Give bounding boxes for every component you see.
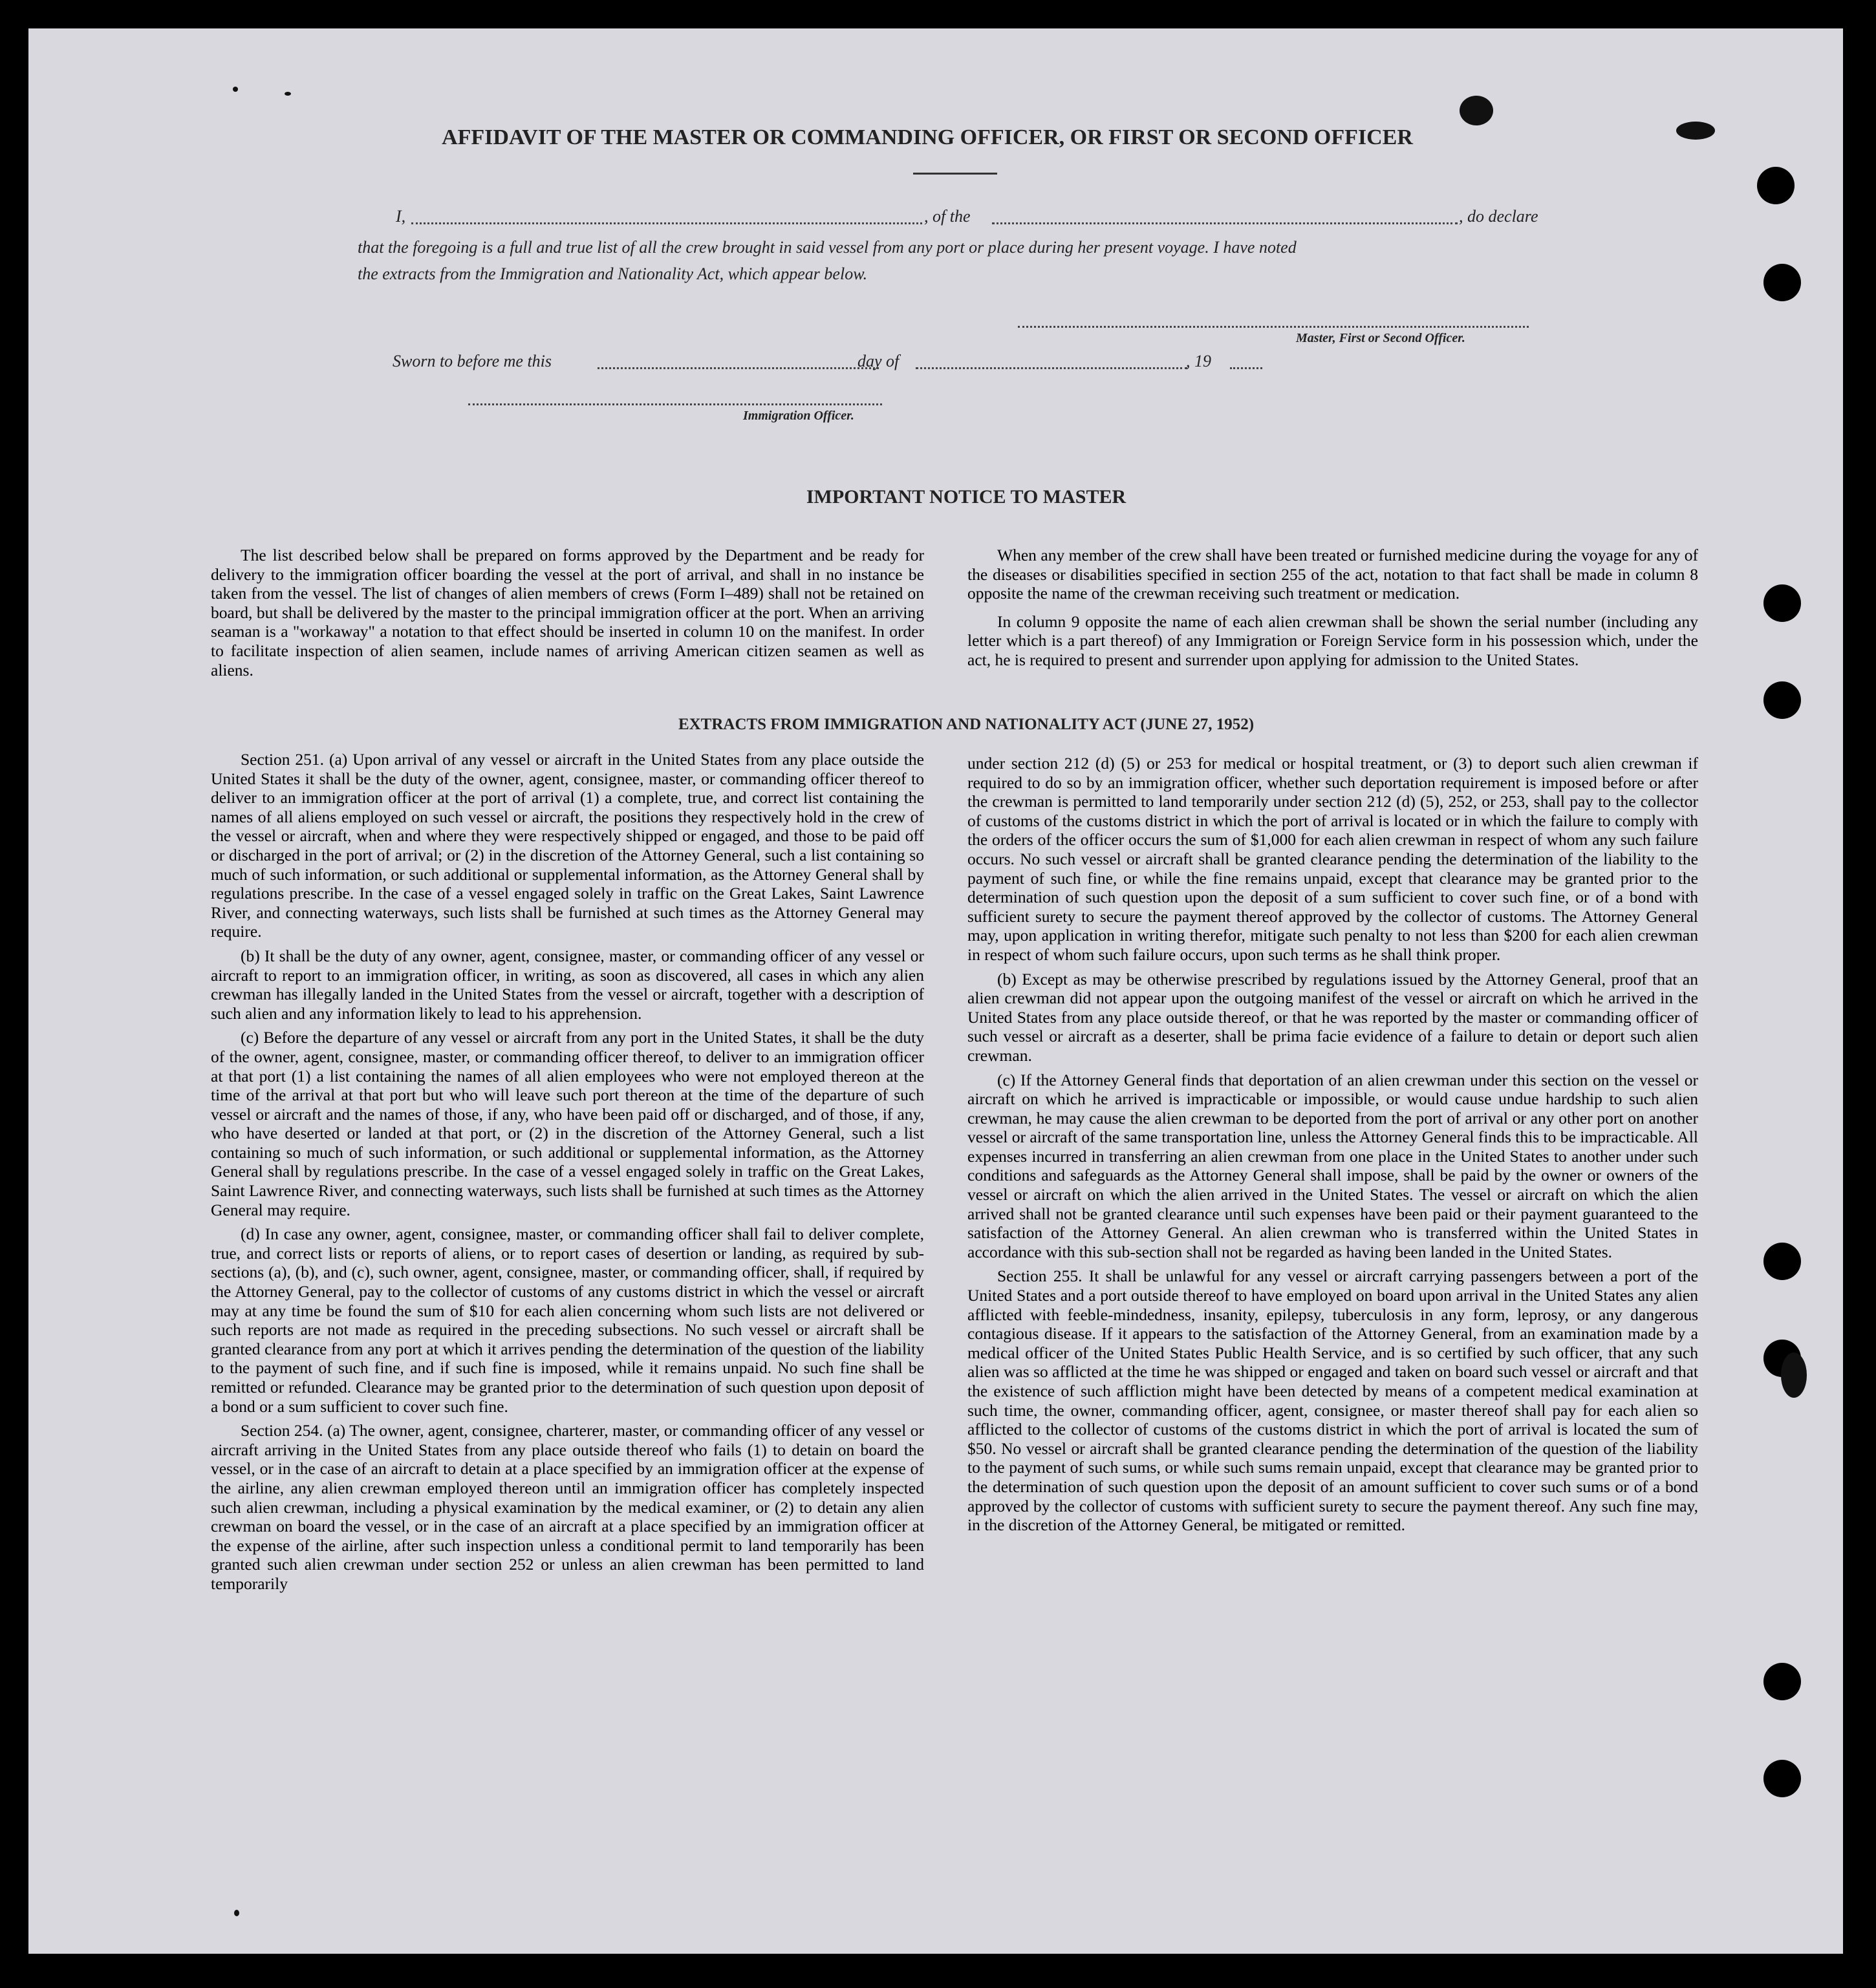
ink-blot [1460, 96, 1493, 125]
speck [234, 1910, 239, 1916]
punch-hole [1763, 1760, 1801, 1797]
extracts-left-column [211, 750, 924, 1778]
declaration-line-1: that the foregoing is a full and true list of all the crew brought in said vessel from any port or place during her present voyage. I have noted [358, 238, 1297, 257]
i-label: I, [396, 207, 406, 226]
notice-paragraph: The list described below shall be prepared on forms approved by the Department and be ready for delivery to the immigration officer boarding the vessel at the port of arrival, and shall in no instance be taken from the vessel. The list of changes of alien members of crews (Form I–489) shall not be retained on board, but shall be delivered by the master to the principal immigration officer at the port. When an arriving seaman is a "workaway" a notation to that effect should be inserted in column 10 on the manifest. In order to facilitate inspection of alien seamen, include names of arriving American citizen seamen as well as aliens. [211, 546, 924, 679]
title-divider [913, 173, 997, 175]
extract-paragraph: (c) If the Attorney General finds that deportation of an alien crewman under this section on the vessel or aircraft on which he arrived is impracticable or impossible, or would cause undue hardship to such alien crewman, he may cause the alien crewman to be deported from the port of arrival or any other port on another vessel or aircraft of the same transportation line, unless the Attorney General finds this to be impracticable. All expenses incurred in transferring an alien crewman from one place in the United States to another under such conditions and safeguards as the Attorney General shall impose, shall be paid by the owner or owners of the vessel or aircraft on which the alien arrived in the United States. The vessel or aircraft on which the alien arrived shall not be granted clearance until such expenses have been paid or their payment guaranteed to the satisfaction of the Attorney General. An alien crewman who is transferred within the United States in accordance with this sub-section shall not be regarded as having been landed in the United States. [967, 1070, 1698, 1261]
extract-paragraph: under section 212 (d) (5) or 253 for medical or hospital treatment, or (3) to deport such alien crewman if required to do so by an immigration officer, whether such deportation requirement is imposed before or after the crewman is permitted to land temporarily under section 212 (d) (5), 252, or 253, shall pay to the collector of customs of the customs district in which the port of arrival is located or in which the failure to comply with the orders of the officer occurs the sum of $1,000 for each alien crewman in respect of whom any such failure occurs. No such vessel or aircraft shall be granted clearance pending the determination of the liability to the payment of such fine, or while the fine remains unpaid, except that clearance may be granted prior to the determination of such question upon the deposit of a sum sufficient to cover such fine, or of a bond with sufficient surety to secure the payment thereof approved by the collector of customs. The Attorney General may, upon application in writing therefor, mitigate such penalty to not less than $200 for each alien crewman in respect of whom such failure occurs, upon such terms as he shall think proper. [967, 754, 1698, 964]
extract-paragraph: (c) Before the departure of any vessel or aircraft from any port in the United States, it shall be the duty of the owner, agent, consignee, master, or commanding officer thereof, to deliver to an immigration officer at that port (1) a list containing the names of all alien employees who were not employed thereon at the time of the arrival at that port but who will leave such port thereon at the time of the departure of such vessel or aircraft and the names of those, if any, who have been paid off or discharged, and of those, if any, who have deserted or landed at that port, or (2) in the discretion of the Attorney General, such a list containing so much of such information, or such additional or supplemental information, as the Attorney General shall by regulations prescribe. In the case of a vessel engaged solely in traffic on the Great Lakes, Saint Lawrence River, and connecting waterways, such lists shall be furnished at such times as the Attorney General may require. [211, 1028, 924, 1219]
extract-paragraph: Section 254. (a) The owner, agent, consignee, charterer, master, or commanding officer of any vessel or aircraft arriving in the United States from any place outside thereof who fails (1) to detain on board the vessel, or in the case of an aircraft to detain at a place specified by an immigration officer at the expense of the airline, any alien crewman employed thereon until an immigration officer has completely inspected such alien crewman, including a physical examination by the medical examiner, or (2) to detain any alien crewman on board the vessel, or in the case of an aircraft at a place specified by an immigration officer at the expense of the airline, after such inspection unless a conditional permit to land temporarily has been granted such alien crewman under section 252 or unless an alien crewman has been permitted to land temporarily [211, 1421, 924, 1593]
sworn-label: Sworn to before me this [393, 352, 552, 370]
punch-hole [1763, 1663, 1801, 1700]
extract-paragraph: Section 255. It shall be unlawful for any vessel or aircraft carrying passengers between a port of the United States and a port outside thereof to have employed on board upon arrival in the United States any alien afflicted with feeble-mindedness, insanity, epilepsy, tuberculosis in any form, leprosy, or any dangerous contagious disease. If it appears to the satisfaction of the Attorney General, from an examination made by a medical officer of the United States Public Health Service, and is so certified by such officer, that any such alien was so afflicted at the time he was shipped or engaged and taken on board such vessel or aircraft and that the existence of such affliction might have been detected by means of a competent medical examination at such time, the owner, commanding officer, agent, consignee, or master thereof shall pay for each alien so afflicted to the collector of customs of the customs district in which the port of arrival is located the sum of $50. No vessel or aircraft shall be granted clearance pending the determination of the question of the liability to the payment of such sums, or while such sums remain unpaid, except that clearance may be granted prior to the determination of such question upon the deposit of an amount sufficient to cover such sums or of a bond approved by the collector of customs with sufficient surety to secure the payment thereof. Any such fine may, in the discretion of the Attorney General, be mitigated or remitted. [967, 1267, 1698, 1535]
ink-blot [1781, 1352, 1807, 1398]
speck [285, 92, 291, 96]
name-field[interactable] [411, 222, 922, 224]
punch-hole [1763, 681, 1801, 719]
document-page [28, 28, 1843, 1954]
notice-right-column [967, 546, 1698, 733]
punch-hole [1763, 264, 1801, 301]
punch-hole [1763, 1243, 1801, 1280]
year-field[interactable] [1230, 367, 1262, 369]
vessel-field[interactable] [992, 222, 1458, 224]
month-field[interactable] [916, 367, 1187, 369]
extracts-title: EXTRACTS FROM IMMIGRATION AND NATIONALITY ACT (JUNE 27, 1952) [678, 716, 1255, 733]
extract-paragraph: Section 251. (a) Upon arrival of any vessel or aircraft in the United States from any place outside the United States it shall be the duty of the owner, agent, consignee, master, or commanding officer thereof to deliver to an immigration officer at the port of arrival (1) a complete, true, and correct list containing the names of all aliens employed on such vessel or aircraft, the positions they respectively hold in the crew of the vessel or aircraft, when and where they were respectively shipped or engaged, and those to be paid off or discharged in the port of arrival; or (2) in the discretion of the Attorney General, such a list containing so much of such information, or such additional or supplemental information, as the Attorney General shall by regulations prescribe. In the case of a vessel engaged solely in traffic on the Great Lakes, Saint Lawrence River, and connecting waterways, such lists shall be furnished at such times as the Attorney General may require. [211, 750, 924, 941]
declaration-line-2: the extracts from the Immigration and Nationality Act, which appear below. [358, 264, 868, 283]
ink-blot [1676, 122, 1715, 140]
notice-paragraph: In column 9 opposite the name of each alien crewman shall be shown the serial number (including any letter which is a part thereof) of any Immigration or Foreign Service form in his possession which, under the act, he is required to present and surrender upon applying for admission to the United States. [967, 612, 1698, 669]
master-caption: Master, First or Second Officer. [1296, 331, 1465, 345]
of-the-label: , of the [924, 207, 971, 226]
notice-left-column [211, 546, 924, 727]
do-declare-label: , do declare [1459, 207, 1538, 226]
officer-signature-line[interactable] [468, 403, 882, 405]
extract-paragraph: (b) Except as may be otherwise prescribed by regulations issued by the Attorney General, proof that an alien crewman did not appear upon the outgoing manifest of the vessel or aircraft on which he arrived in the United States from any place outside thereof, or that he was reported by the master or commanding officer of such vessel or aircraft as a deserter, shall be prima facie evidence of a failure to detain or deport such alien crewman. [967, 969, 1698, 1065]
officer-caption: Immigration Officer. [743, 409, 854, 423]
extracts-right-column [967, 754, 1698, 1782]
affidavit-title: AFFIDAVIT OF THE MASTER OR COMMANDING OFFICER, OR FIRST OR SECOND OFFICER [442, 125, 1413, 149]
notice-title: IMPORTANT NOTICE TO MASTER [806, 486, 1127, 508]
sworn-day-field[interactable] [598, 367, 879, 369]
extract-paragraph: (d) In case any owner, agent, consignee, master, or commanding officer shall fail to deliver complete, true, and correct lists or reports of aliens, or to report cases of desertion or landing, as required by sub-sections (a), (b), and (c), such owner, agent, consignee, master, or commanding officer, shall, if required by the Attorney General, pay to the collector of customs of any customs district in which the vessel or aircraft may at any time be found the sum of $10 for each alien concerning whom such lists are not delivered or such reports are not made as required in the preceding subsections. No such vessel or aircraft shall be granted clearance from any port at which it arrives pending the determination of the question of the liability to the payment of such fine, and if such fine is imposed, while it remains unpaid. No such fine shall be remitted or refunded. Clearance may be granted prior to the determination of such question upon deposit of a bond or a sum sufficient to cover such fine. [211, 1224, 924, 1416]
punch-hole [1757, 167, 1795, 204]
speck [233, 87, 238, 92]
master-signature-line[interactable] [1018, 326, 1529, 328]
day-of-label: day of [857, 352, 900, 370]
notice-paragraph: When any member of the crew shall have been treated or furnished medicine during the voyage for any of the diseases or disabilities specified in section 255 of the act, notation to that fact shall be made in column 8 opposite the name of the crewman receiving such treatment or medication. [967, 546, 1698, 603]
year-label: , 19 [1186, 352, 1211, 370]
punch-hole [1763, 584, 1801, 622]
extract-paragraph: (b) It shall be the duty of any owner, agent, consignee, master, or commanding officer of any vessel or aircraft to report to an immigration officer, in writing, as soon as discovered, all cases in which any alien crewman has illegally landed in the United States from the vessel or aircraft, together with a description of such alien and any information likely to lead to his apprehension. [211, 946, 924, 1023]
